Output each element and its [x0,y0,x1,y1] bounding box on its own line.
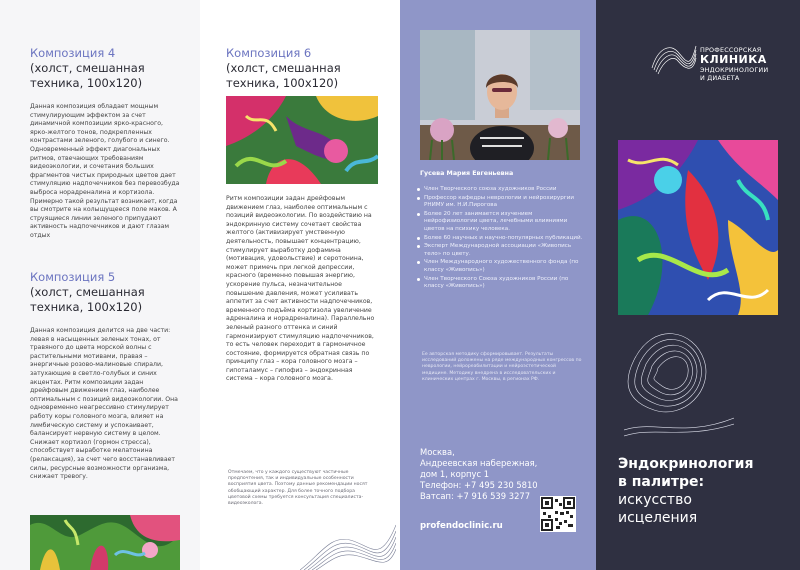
panel-author [400,0,596,570]
whatsapp-number[interactable]: Ватсап: +7 916 539 3277 [420,491,531,501]
composition-4-block [30,46,200,241]
color-disclaimer-note: Отмечаем, что у каждого существуют частичные предпочтения, так и индивидуальные особенности восприятия цвета. Поэтому данные рекомендации носят обобщающий характер. Для более точного подбора цветовой схемы требуется консультация специалиста-видеоэколога. [228,470,368,507]
address-line-2: Андреевская набережная, [420,458,538,468]
logo-line-4: И ДИАБЕТА [700,74,740,82]
bio-item: Член Международного художественного фонда (по классу «Живопись») [416,259,586,274]
bio-item: Более 60 научных и научно-популярных публикаций. [416,235,586,243]
website-link[interactable]: profendoclinic.ru [420,521,503,531]
phone-number[interactable]: Телефон: +7 495 230 5810 [420,480,538,490]
author-photo [420,30,580,160]
composition-5-subtitle: (холст, смешанная техника, 100х120) [30,285,145,314]
clinic-logo-icon [650,38,698,76]
wave-lines-decoration-cover [624,300,734,440]
bio-item: Более 20 лет занимается изучением нейрофизиологии цвета, лечебными влияниями цветов на психику человека. [416,211,586,234]
panel-compositions-4-5 [0,0,200,570]
composition-6-artwork [226,96,378,184]
panel-composition-6 [200,0,400,570]
author-bio-list [416,186,586,292]
logo-line-2: КЛИНИКА [700,53,767,66]
logo-line-3: ЭНДОКРИНОЛОГИИ [700,66,769,74]
clinic-logo-text [700,46,768,82]
composition-5-text: Данная композиция делится на две части: левая в насыщенных зеленых тонах, от травяного до цвета морской волны с растительными мотивами, правая – энергичные розово-малиновые спирали, затухающие в светло-голубых и синих акцентах. Ритм композиции задан дрейфовым движением глаз, наиболее оптимальным с позиций видеоэкологии. Она одновременно неагрессивно стимулирует работу коры головного мозга, влияет на лимбическую систему и успокаивает, балансирует нервную систему в целом. Снижает кортизол (гормон стресса), способствует выработке мелатонина (релаксация), за счет чего восстанавливает силы, ресурсные возможности организма, снижает тревогу. [30,327,178,481]
composition-5-block [30,270,182,482]
cover-artwork [618,140,778,315]
qr-code-icon[interactable] [540,496,576,532]
address-line-3: дом 1, корпус 1 [420,469,490,479]
composition-6-text: Ритм композиции задан дрейфовым движением глаз, наиболее оптимальным с позиций видеоэкологии. По воздействию на эндокринную систему сочетает свойства желтого (активизирует умственную деятельность, повышает концентрацию, стимулирует выработку дофамина (мотивация, удовольствие) и серотонина, может примечь при легкой депрессии, красного (временно повышая энергию, ускорение пульса, незначительное повышение давления, может усиливать аппетит за счет активности надпочечников, временного подъёма кортизола увеличение адреналина и норадреналина). Параллельно зеленый разного оттенка и синий гармонизируют стимуляцию надпочечников, то есть человек переходит в гармоничное состояние, формируется обратная связь по принципу глаз – кора головного мозга – гипоталамус – гипофиз – эндокринная система – кора головного мозга. [226,195,375,383]
composition-6-subtitle: (холст, смешанная техника, 100х120) [226,61,341,90]
composition-4-text: Данная композиция обладает мощным стимулирующим эффектом за счет динамичной композиции ярко-красного, ярко-желтого тонов, подкрепленных контрастами зеленого, голубого и синего. Одновременный эффект диагональных ритмов, отвечающих требованиям видеоэкологии, и сочетания больших фрагментов чистых природных цветов дает стимуляцию надпочечников без перевозбуда выброса норадреналина и кортизола. Примерно такой результат возникает, когда вы смотрите на колыщущееся поле маков. А струящиеся линии зеленого припудают активность надпочечников и дают глазам отдых [30,103,180,239]
headline-line-1: Эндокринология [618,456,754,472]
panel-cover [596,0,800,570]
composition-6-title: Композиция 6 [226,46,312,60]
bio-item: Член Творческого Союза художников России (по классу «Живопись») [416,276,586,291]
composition-5-title: Композиция 5 [30,270,116,284]
composition-4-subtitle: (холст, смешанная техника, 100х120) [30,61,145,90]
logo-line-1: ПРОФЕССОРСКАЯ [700,46,762,54]
bio-item: Член Творческого союза художников России [416,186,586,194]
author-name: Гусева Мария Евгеньевна [420,170,514,177]
composition-4-title: Композиция 4 [30,46,116,60]
headline-line-3: искусство [618,492,692,508]
address-line-1: Москва, [420,447,455,457]
headline-line-2: в палитре: [618,474,705,490]
cover-headline [618,455,753,527]
contact-block [420,447,538,502]
composition-5-artwork [30,515,180,570]
bio-item: Эксперт Международной ассоциации «Живопись тело» по цвету. [416,243,586,258]
methodology-note: Ее авторская методику сформировывает. Результаты исследований доложены на ряде международных конгрессов по неврологии, нейрореабилитации и нейроэстетической медицине. Методику внедрена в исследовательских и клинических центрах г. Москвы, в регионах РФ. [422,352,582,382]
bio-item: Профессор кафедры неврологии и нейрохирургии РНИМУ им. Н.И.Пирогова [416,195,586,210]
wave-lines-decoration [300,515,396,570]
headline-line-4: исцеления [618,510,698,526]
